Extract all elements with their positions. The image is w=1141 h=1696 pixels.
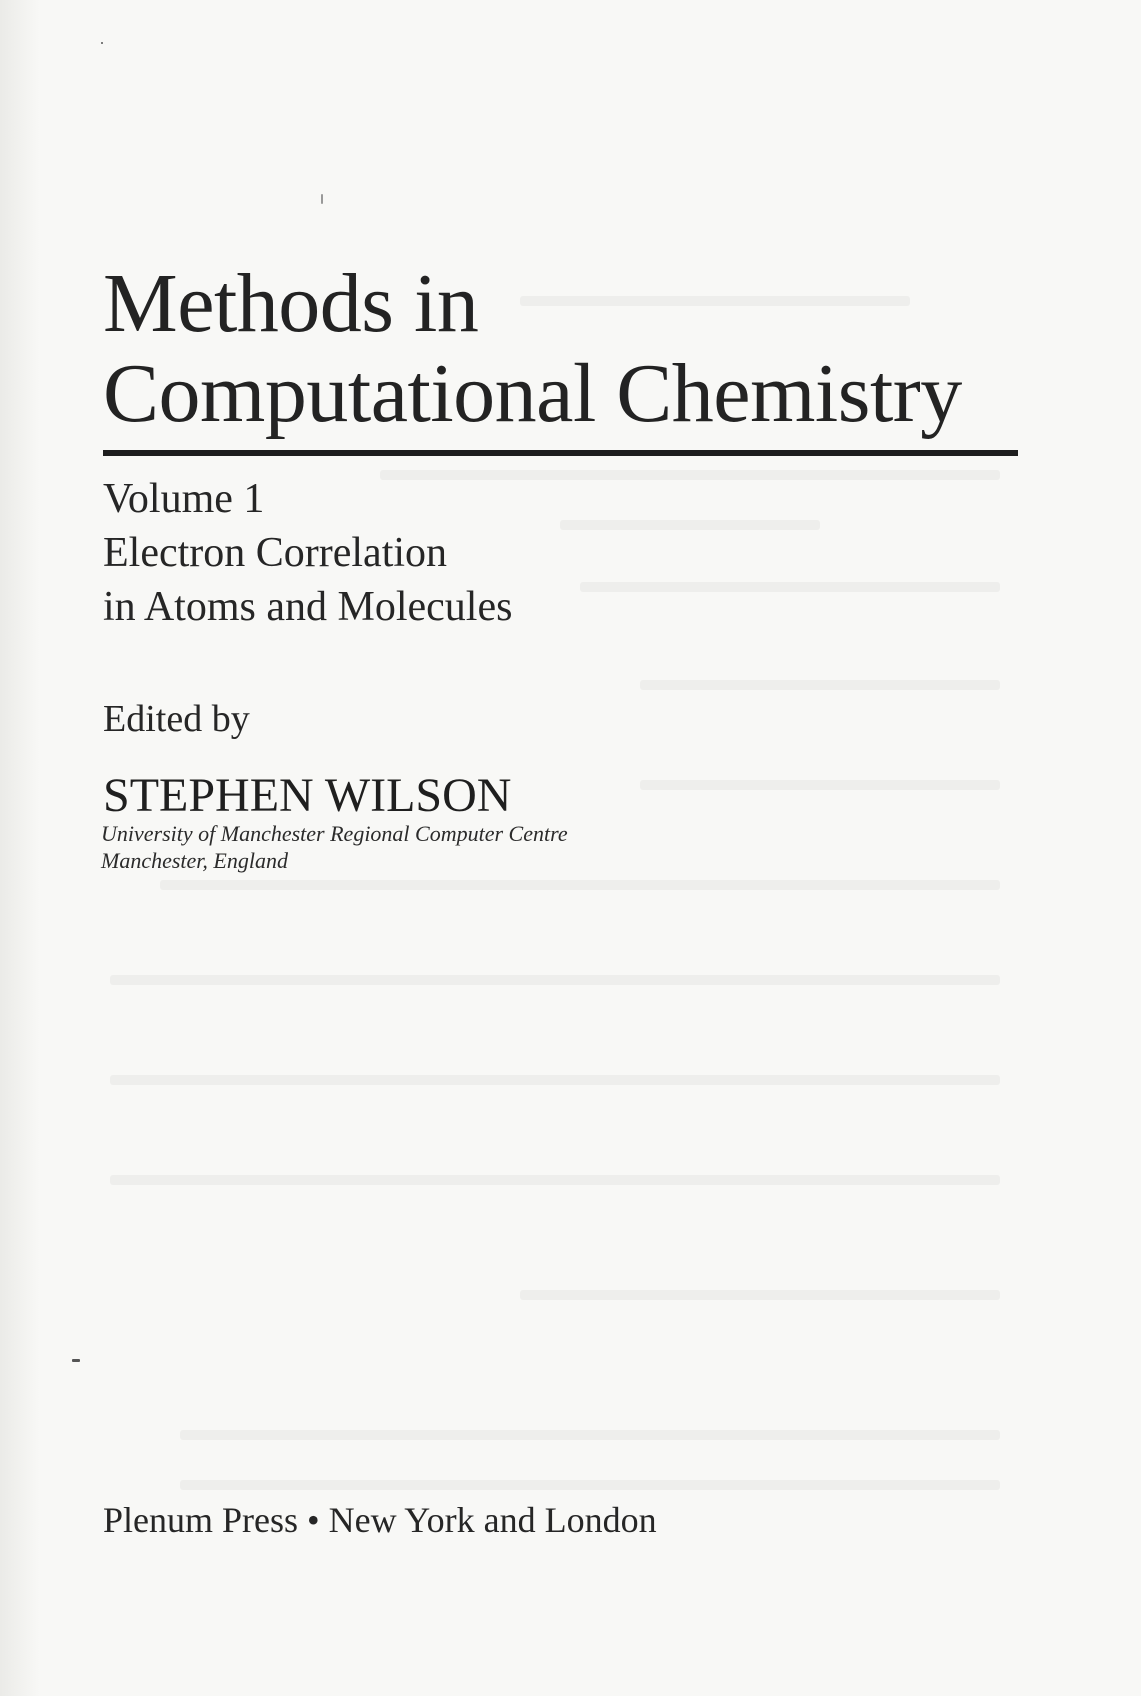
show-through-mark [160, 880, 1000, 890]
editor-affiliation-line-1: University of Manchester Regional Computer Centre [101, 821, 568, 846]
show-through-mark [520, 1290, 1000, 1300]
title-rule [103, 450, 1018, 456]
show-through-mark [180, 1430, 1000, 1440]
dust-speck [321, 194, 323, 204]
volume-number: Volume 1 [103, 476, 265, 522]
book-title-line-2: Computational Chemistry [103, 347, 962, 440]
show-through-mark [520, 296, 910, 306]
show-through-mark [580, 582, 1000, 592]
show-through-mark [180, 1480, 1000, 1490]
publisher-imprint: Plenum Press • New York and London [103, 1500, 657, 1540]
show-through-mark [380, 470, 1000, 480]
edited-by-label: Edited by [103, 698, 250, 740]
editor-name: STEPHEN WILSON [103, 769, 512, 822]
show-through-mark [640, 780, 1000, 790]
book-title-line-1: Methods in [103, 257, 479, 350]
show-through-mark [560, 520, 820, 530]
subtitle-line-1: Electron Correlation [103, 530, 448, 576]
editor-affiliation-line-2: Manchester, England [101, 848, 288, 873]
show-through-mark [110, 975, 1000, 985]
subtitle-line-2: in Atoms and Molecules [103, 584, 513, 630]
show-through-mark [110, 1175, 1000, 1185]
dust-speck [72, 1359, 80, 1362]
show-through-mark [110, 1075, 1000, 1085]
show-through-mark [640, 680, 1000, 690]
dust-speck [101, 42, 103, 44]
